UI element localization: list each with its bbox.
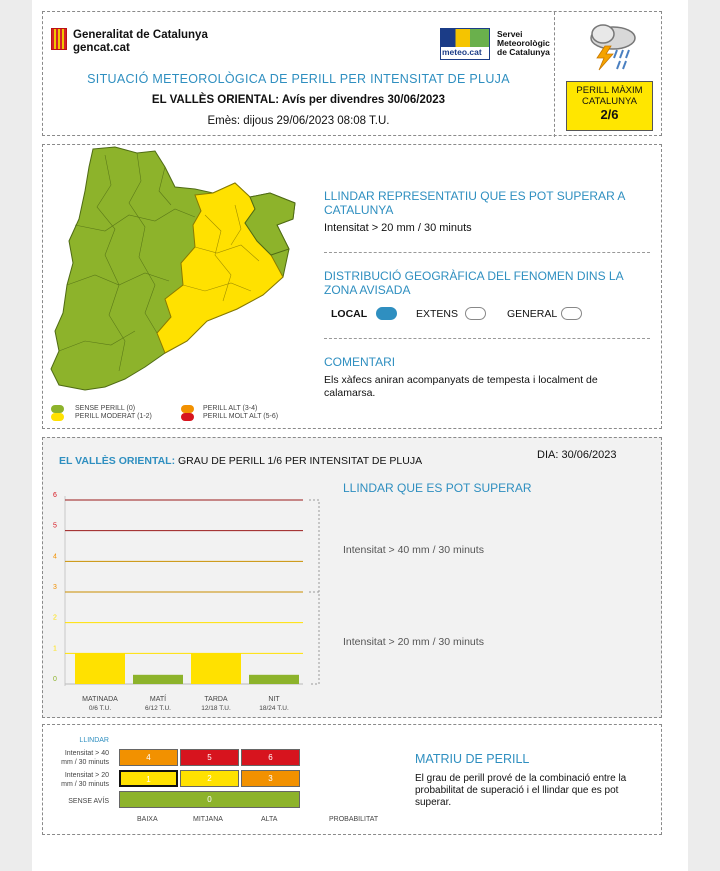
option-extens-toggle[interactable] [465, 307, 486, 320]
y-tick-label: 1 [53, 645, 57, 653]
danger-bar-chart [43, 488, 318, 712]
matrix-box [42, 724, 662, 835]
x-tick-sublabel: 18/24 T.U. [259, 705, 289, 712]
x-tick-label: NIT [268, 696, 280, 703]
legend-label-very-high: PERILL MOLT ALT (5-6) [203, 413, 279, 420]
x-tick-label: MATINADA [82, 696, 118, 703]
divider [324, 338, 650, 339]
threshold-title: LLINDAR REPRESENTATIU QUE ES POT SUPERAR A CATALUNYA [324, 189, 625, 217]
divider [324, 252, 650, 253]
legend-label-high: PERILL ALT (3-4) [203, 405, 258, 412]
y-tick-label: 2 [53, 614, 57, 622]
option-general-toggle[interactable] [561, 307, 582, 320]
org-url[interactable]: gencat.cat [73, 42, 130, 54]
option-extens-label: EXTENS [416, 308, 459, 320]
page-subtitle: EL VALLÈS ORIENTAL: Avís per divendres 30/06/2023 [151, 94, 446, 106]
x-tick-sublabel: 12/18 T.U. [201, 705, 231, 712]
max-danger-badge: PERILL MÀXIM CATALUNYA 2/6 [566, 81, 653, 131]
option-local-toggle[interactable] [376, 307, 397, 320]
matrix-row-label-20: Intensitat > 20 mm / 30 minuts [61, 772, 109, 788]
x-tick-label: MATÍ [149, 696, 167, 703]
option-general-label: GENERAL [507, 308, 558, 320]
max-danger-value: 2/6 [600, 107, 619, 122]
matrix-col-mitjana: MITJANA [193, 816, 223, 823]
y-tick-label: 6 [53, 492, 57, 499]
chart-title: EL VALLÈS ORIENTAL: GRAU DE PERILL 1/6 PER INTENSITAT DE PLUJA [59, 455, 423, 467]
matrix-row-label-40: Intensitat > 40 mm / 30 minuts [61, 750, 109, 766]
matrix-cell: 2 [180, 770, 239, 787]
matrix-cell: 6 [241, 749, 300, 766]
threshold-low-label: Intensitat > 20 mm / 30 minuts [343, 636, 484, 648]
header-divider [554, 12, 555, 137]
option-local-label: LOCAL [331, 308, 368, 320]
chart-threshold-title: LLINDAR QUE ES POT SUPERAR [343, 481, 532, 495]
matrix-cell: 4 [119, 749, 178, 766]
bar-matinada [75, 653, 125, 684]
bar-nit [249, 675, 299, 684]
page-title: SITUACIÓ METEOROLÒGICA DE PERILL PER INTENSITAT DE PLUJA [87, 72, 510, 86]
x-tick-sublabel: 0/6 T.U. [88, 705, 112, 712]
servei-name: Servei Meteorològic de Catalunya [497, 29, 550, 57]
chart-box [42, 437, 662, 718]
chart-date: DIA: 30/06/2023 [537, 449, 617, 461]
y-tick-label: 0 [53, 676, 57, 683]
matrix-cell: 5 [180, 749, 239, 766]
y-tick-label: 3 [53, 584, 57, 591]
matrix-title: MATRIU DE PERILL [415, 752, 530, 766]
matrix-prob-label: PROBABILITAT [329, 816, 379, 823]
catalonia-danger-map [45, 145, 305, 390]
legend-swatch-moderate [51, 413, 64, 421]
storm-rain-icon [583, 18, 639, 74]
legend-label-moderate: PERILL MODERAT (1-2) [75, 413, 152, 420]
matrix-cell-active: 1 [119, 770, 178, 787]
legend-label-none: SENSE PERILL (0) [75, 405, 136, 412]
y-tick-label: 5 [53, 522, 57, 530]
legend-swatch-high [181, 405, 194, 413]
bar-matí [133, 675, 183, 684]
issued-time: Emès: dijous 29/06/2023 08:08 T.U. [207, 115, 390, 127]
map-info-box [42, 144, 662, 429]
matrix-row-label-none: SENSE AVÍS [68, 798, 109, 805]
matrix-col-alta: ALTA [261, 816, 278, 823]
matrix-cell-zero: 0 [119, 791, 300, 808]
x-tick-label: TARDA [204, 696, 228, 703]
meteocat-logo: meteo.cat [440, 28, 490, 60]
legend-swatch-very-high [181, 413, 194, 421]
generalitat-logo [51, 28, 67, 50]
y-tick-label: 4 [53, 553, 57, 561]
threshold-value: Intensitat > 20 mm / 30 minuts [324, 222, 472, 234]
matrix-col-baixa: BAIXA [137, 816, 158, 823]
distribution-title: DISTRIBUCIÓ GEOGRÀFICA DEL FENOMEN DINS LA ZONA AVISADA [324, 269, 623, 297]
matrix-cell: 3 [241, 770, 300, 787]
bar-tarda [191, 653, 241, 684]
comment-text: Els xàfecs aniran acompanyats de tempesta i localment de calamarsa. [324, 374, 598, 399]
matrix-threshold-label: LLINDAR [79, 737, 109, 744]
threshold-high-label: Intensitat > 40 mm / 30 minuts [343, 544, 484, 556]
header-box [42, 11, 662, 136]
comment-title: COMENTARI [324, 355, 396, 369]
x-tick-sublabel: 6/12 T.U. [145, 705, 171, 712]
org-name: Generalitat de Catalunya [73, 29, 208, 41]
matrix-text: El grau de perill prové de la combinació entre la probabilitat de superació i el llindar que es pot superar. [415, 773, 627, 808]
legend-swatch-none [51, 405, 64, 413]
